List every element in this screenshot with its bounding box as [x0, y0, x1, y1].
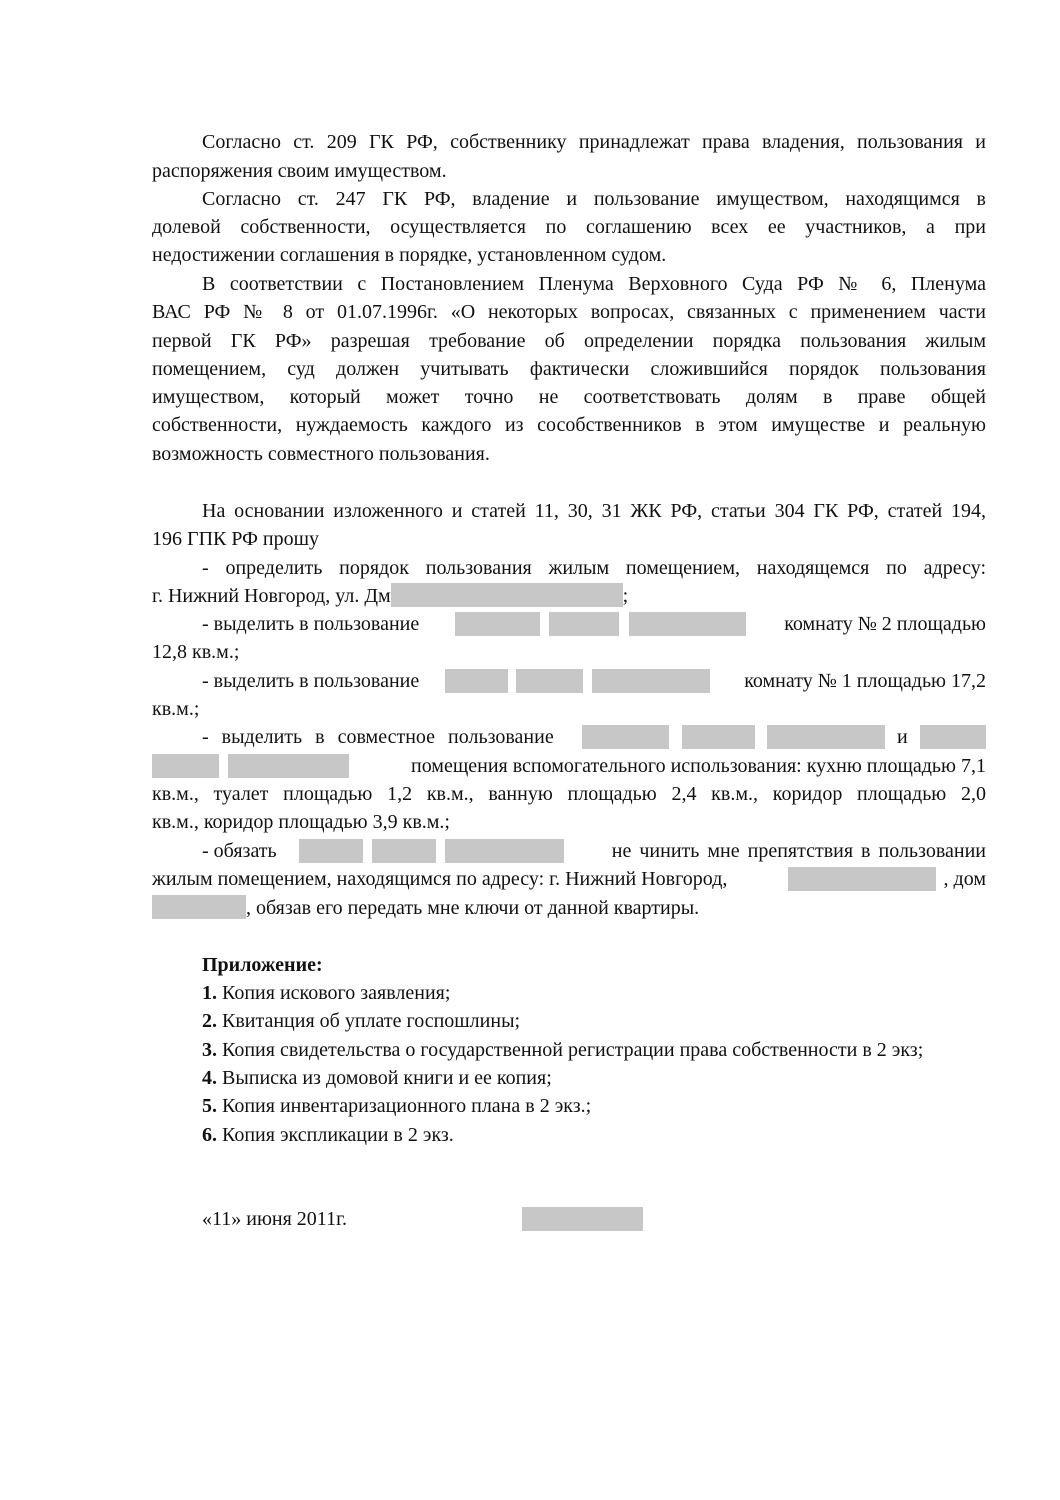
request-line: кв.м., туалет площадью 1,2 кв.м., ванную площадью 2,4 кв.м., коридор площадью 2,0 [152, 783, 986, 805]
request-line [152, 610, 986, 638]
redaction-block [582, 725, 669, 749]
appendix-item-text: Копия искового заявления; [222, 982, 451, 1004]
signature-redaction [522, 1207, 643, 1231]
request-line: кв.м., коридор площадью 3,9 кв.м.; [152, 811, 450, 833]
paragraph-line: собственности, нуждаемость каждого из сособственников в этом имуществе и реальную [152, 414, 986, 436]
paragraph-line: На основании изложенного и статей 11, 30, 31 ЖК РФ, статьи 304 ГК РФ, статей 194, [202, 500, 986, 522]
redaction-block [920, 725, 986, 749]
request-line: 12,8 кв.м.; [152, 641, 240, 663]
request-prefix: - выделить в пользование [202, 613, 420, 635]
paragraph-line: имуществом, который может точно не соответствовать долям в праве общей [152, 386, 986, 408]
appendix-title: Приложение: [202, 954, 323, 976]
request-line [152, 667, 986, 695]
appendix-item [202, 1092, 986, 1120]
address-text: жилым помещением, находящимся по адресу: г. Нижний Новгород, [152, 868, 728, 890]
appendix-item-number: 4. [202, 1067, 217, 1089]
request-suffix: не чинить мне препятствия в пользовании [611, 840, 986, 862]
paragraph-line: распоряжения своим имуществом. [152, 160, 447, 182]
paragraph-line: недостижении соглашения в порядке, установленном судом. [152, 244, 667, 266]
date-text: «11» июня 2011г. [202, 1208, 348, 1230]
request-suffix: комнату № 2 площадью [784, 613, 986, 635]
redaction-block [788, 867, 936, 891]
redaction-block [152, 895, 246, 919]
request-ending: , обязав его передать мне ключи от данной квартиры. [246, 897, 700, 919]
redaction-block [592, 669, 710, 693]
appendix-item-number: 1. [202, 982, 217, 1004]
appendix-item-number: 5. [202, 1095, 217, 1117]
address-text: г. Нижний Новгород, ул. Дм [152, 585, 391, 607]
paragraph-line: 196 ГПК РФ прошу [152, 528, 320, 550]
redaction-block [549, 612, 619, 636]
redaction-block [445, 669, 508, 693]
paragraph-line: первой ГК РФ» разрешая требование об определении порядка пользования жилым [152, 330, 986, 352]
paragraph-line: долевой собственности, осуществляется по соглашению всех ее участников, а при [152, 216, 986, 238]
appendix-item-number: 6. [202, 1124, 217, 1146]
request-line [152, 865, 986, 893]
redaction-block [391, 583, 623, 607]
redaction-block [629, 612, 746, 636]
redaction-block [152, 754, 219, 778]
appendix-item [202, 1007, 986, 1035]
appendix-item-text: Копия свидетельства о государственной регистрации права собственности в 2 экз; [222, 1039, 924, 1061]
address-end: ; [622, 585, 629, 607]
request-line: кв.м.; [152, 698, 200, 720]
request-suffix: помещения вспомогательного использования: кухню площадью 7,1 [410, 755, 986, 777]
request-suffix: комнату № 1 площадью 17,2 [744, 670, 986, 692]
redaction-block [516, 669, 583, 693]
paragraph-line: Согласно ст. 209 ГК РФ, собственнику принадлежат права владения, пользования и [202, 131, 986, 153]
paragraph-line: помещением, суд должен учитывать фактически сложившийся порядок пользования [152, 358, 986, 380]
request-prefix: - выделить в совместное пользование [202, 726, 554, 748]
request-prefix: - обязать [202, 840, 277, 862]
appendix-item-text: Копия инвентаризационного плана в 2 экз.; [222, 1095, 592, 1117]
appendix-item [202, 1121, 986, 1149]
request-line [152, 837, 986, 865]
appendix-item-text: Выписка из домовой книги и ее копия; [222, 1067, 552, 1089]
request-line [152, 723, 986, 751]
request-line [152, 582, 986, 610]
redaction-block [682, 725, 755, 749]
conjunction: и [897, 726, 908, 748]
paragraph-line: Согласно ст. 247 ГК РФ, владение и пользование имуществом, находящимся в [202, 188, 986, 210]
appendix-item-number: 3. [202, 1039, 217, 1061]
redaction-block [372, 839, 436, 863]
redaction-block [228, 754, 349, 778]
redaction-block [445, 839, 564, 863]
appendix-item [202, 1064, 986, 1092]
paragraph-line: В соответствии с Постановлением Пленума Верховного Суда РФ № 6, Пленума [202, 273, 986, 295]
request-line: - определить порядок пользования жилым помещением, находящемся по адресу: [202, 557, 986, 579]
request-line [152, 752, 986, 780]
address-end: , дом [943, 868, 986, 890]
signature-line [202, 1205, 986, 1233]
appendix-item-text: Квитанция об уплате госпошлины; [222, 1010, 521, 1032]
redaction-block [455, 612, 540, 636]
paragraph-line: ВАС РФ № 8 от 01.07.1996г. «О некоторых вопросах, связанных с применением части [152, 301, 986, 323]
appendix-item [202, 979, 986, 1007]
paragraph-line: возможность совместного пользования. [152, 443, 490, 465]
request-prefix: - выделить в пользование [202, 670, 420, 692]
appendix-item-text: Копия экспликации в 2 экз. [222, 1124, 454, 1146]
request-line [152, 894, 986, 922]
appendix-item [202, 1036, 986, 1064]
redaction-block [767, 725, 885, 749]
appendix-item-number: 2. [202, 1010, 217, 1032]
redaction-block [299, 839, 363, 863]
